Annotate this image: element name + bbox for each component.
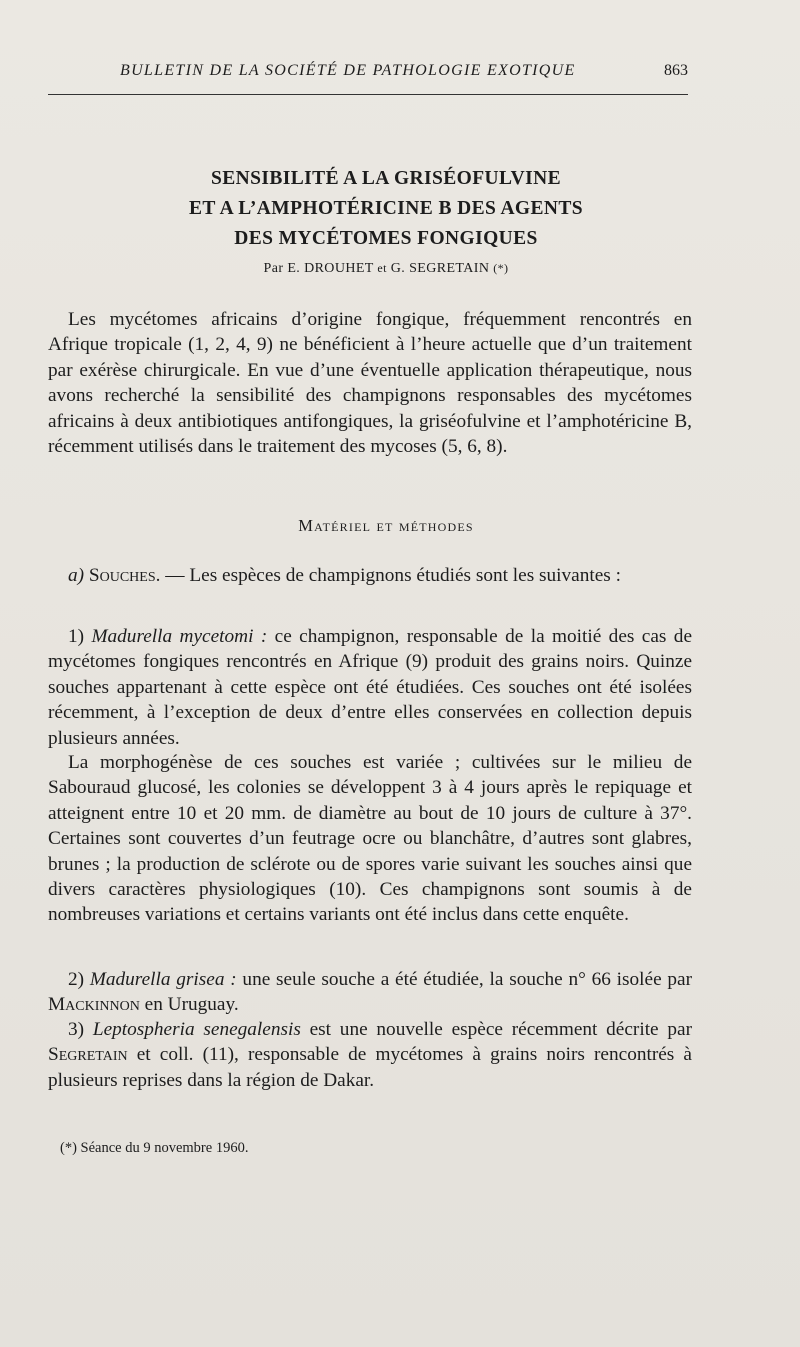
footnote: (*) Séance du 9 novembre 1960. [60,1140,249,1156]
author-segretain: G. SEGRETAIN [390,261,490,276]
title-line-1: SENSIBILITÉ A LA GRISÉOFULVINE [211,168,561,189]
morphogenesis-paragraph: La morphogénèse de ces souches est variée ; cultivées sur le milieu de Sabouraud glucosé, les colonies se développent 3 à 4 jours après le repiquage et atteignent entre 10 et 20 mm. de diamètre au bout de 10 jours de culture à 37°. Certaines sont couvertes d’un feutrage ocre ou blanchâtre, d’autres sont glabres, brunes ; la production de sclérote ou de spores varie suivant les souches ainsi que divers caractères physiologiques (10). Ces champignons sont soumis à de nombreuses variations et certains variants ont été inclus dans cette enquête. [48,752,692,926]
author-drouhet: E. DROUHET [287,261,374,276]
souches-heading: Souches. [88,565,161,586]
souches-label: a) [68,565,85,586]
item-1-paragraph [48,624,692,751]
item-3-text-a: est une nouvelle espèce récemment décrite par [300,1019,692,1040]
footnote-mark: (*) [493,261,509,275]
par-word: Par [263,261,284,276]
page-number: 863 [664,62,688,79]
item-3-text-b: et coll. (11), responsable de mycétomes à grains noirs rencontrés à plusieurs reprises dans la région de Dakar. [48,1044,692,1091]
item-1-species: Madurella mycetomi : [91,626,268,647]
item-2-text-b: en Uruguay. [139,994,239,1016]
section-heading-text: Matériel et méthodes [298,516,474,535]
item-1-text: ce champignon, responsable de la moitié des cas de mycétomes fongiques rencontrés en Afrique (9) produit des grains noirs. Quinze souches appartenant à cette espèce ont été étudiées. Ces souches ont été isolées récemment, à l’exception de deux d’entre elles conservées en collection depuis plusieurs années. [48,626,692,749]
intro-paragraph: Les mycétomes africains d’origine fongique, fréquemment rencontrés en Afrique tropicale (1, 2, 4, 9) ne bénéficient à l’heure actuelle que d’un traitement par exérèse chirurgicale. En vue d’une éventuelle application thérapeutique, nous avons recherché la sensibilité des champignons responsables des mycétomes africains à deux antibiotiques antifongiques, la griséofulvine et l’amphotéricine B, récemment utilisés dans le traitement des mycoses (5, 6, 8). [48,309,692,458]
souches-paragraph [48,563,692,588]
item-2-species: Madurella grisea : [89,969,237,990]
title-line-2: ET A L’AMPHOTÉRICINE B DES AGENTS [188,198,584,219]
title-line-3: DES MYCÉTOMES FONGIQUES [234,228,538,249]
header-rule [48,94,688,95]
item-1-num: 1) [68,626,85,647]
journal-title: BULLETIN DE LA SOCIÉTÉ DE PATHOLOGIE EXOTIQUE [120,62,576,79]
section-heading [48,516,724,536]
souches-text: — Les espèces de champignons étudiés sont les suivantes : [160,565,621,586]
item-2-paragraph [48,967,692,1018]
item-3-num: 3) [68,1019,85,1040]
item-2-num: 2) [68,969,85,990]
item-2-name: Mackinnon [48,994,140,1016]
et-word: et [377,261,387,275]
item-2-text-a: une seule souche a été étudiée, la souche n° 66 isolée par [236,969,693,990]
running-header [48,62,688,90]
item-3-paragraph [48,1017,692,1093]
article-title [48,164,724,254]
item-3-species: Leptospheria senegalensis [92,1019,301,1040]
author-line [48,261,724,277]
item-3-name: Segretain [48,1044,128,1066]
